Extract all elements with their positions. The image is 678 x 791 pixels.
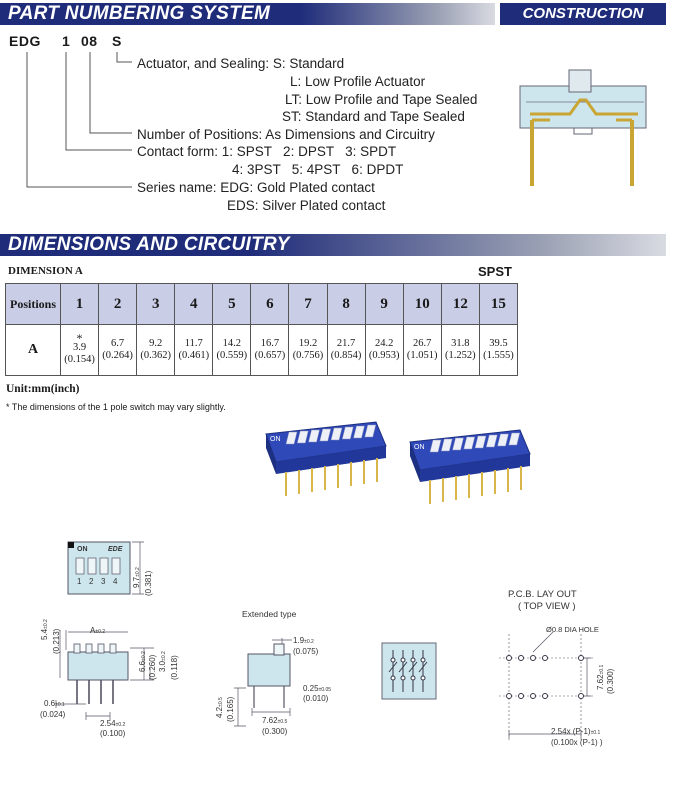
front-dim-06-inch: (0.024) xyxy=(40,710,66,719)
pcb-dim-762-inch: (0.300) xyxy=(606,668,615,694)
value-mm: 19.2 xyxy=(298,338,318,349)
pn-line-standard-tape: ST: Standard and Tape Sealed xyxy=(282,109,465,124)
value-cell xyxy=(441,325,479,376)
dimensions-title: DIMENSIONS AND CIRCUITRY xyxy=(8,234,290,255)
table-header-row xyxy=(6,284,518,325)
dim-19: 1.9 xyxy=(293,636,305,645)
top-view-num-4: 4 xyxy=(113,577,118,586)
front-dim-54-inch: (0.213) xyxy=(52,628,61,654)
dim-06-tol: ±0.1 xyxy=(55,702,65,708)
value-cell xyxy=(479,325,517,376)
dim-value: 9.7 xyxy=(132,576,141,588)
value-inch: (0.559) xyxy=(216,350,248,361)
value-inch: (0.854) xyxy=(330,350,362,361)
ext-dim-42 xyxy=(215,697,224,718)
dim-66-tol: ±0.2 xyxy=(141,651,147,661)
pcb-dim-762 xyxy=(596,665,605,690)
pos-cell: 6 xyxy=(251,284,289,325)
value-mm: 31.8 xyxy=(451,338,470,349)
pos-cell: 12 xyxy=(441,284,479,325)
circuit-diagram xyxy=(381,642,437,700)
value-inch: (0.461) xyxy=(178,350,210,361)
value-inch: (1.252) xyxy=(445,350,476,361)
top-view-dim xyxy=(132,567,141,588)
dip-switch-photo-left xyxy=(258,412,398,502)
pos-cell: 3 xyxy=(137,284,175,325)
ext-dim-025 xyxy=(303,684,331,693)
top-view-brand: EDE xyxy=(108,546,123,553)
top-view-on: ON xyxy=(77,546,88,553)
dim-54-tol: ±0.2 xyxy=(43,619,49,629)
unit-label: Unit:mm(inch) xyxy=(6,383,80,395)
pn-line-series: Series name: EDG: Gold Plated contact xyxy=(137,180,375,195)
dim-a: A xyxy=(90,626,96,635)
front-dim-a xyxy=(90,626,105,635)
photo-right-on-label: ON xyxy=(414,444,425,451)
ext-dim-762 xyxy=(262,716,287,725)
value-mm: 39.5 xyxy=(489,338,508,349)
code-sealing: S xyxy=(112,33,122,49)
pcb-pitch xyxy=(551,727,600,736)
dim-30-tol: ±0.2 xyxy=(161,651,167,661)
pn-line-positions: Number of Positions: As Dimensions and Circuitry xyxy=(137,127,435,142)
construction-drawing xyxy=(512,58,662,198)
pn-line-low-profile: L: Low Profile Actuator xyxy=(290,74,426,89)
pcb-hole-label: Ø0.8 DIA HOLE xyxy=(546,625,599,634)
ext-dim-42-inch: (0.165) xyxy=(226,696,235,722)
pcb-pitch-inch: (0.100x (P-1) ) xyxy=(551,738,603,747)
pcb-dim-762-tol: ±0.1 xyxy=(599,664,605,675)
value-mm: 9.2 xyxy=(149,338,163,349)
dim-42: 4.2 xyxy=(215,706,224,718)
dim-a-tol: ±0.2 xyxy=(95,629,106,635)
pn-line-contact-form: Contact form: 1: SPST 2: DPST 3: SPDT xyxy=(137,144,397,159)
value-inch: (0.657) xyxy=(254,350,286,361)
pos-cell: 10 xyxy=(403,284,441,325)
row-label-a: A xyxy=(6,325,61,376)
top-view-num-1: 1 xyxy=(77,577,82,586)
part-numbering-title: PART NUMBERING SYSTEM xyxy=(8,3,271,24)
front-dim-54 xyxy=(40,619,49,640)
dim-762: 7.62 xyxy=(262,716,278,725)
value-mm: 16.7 xyxy=(260,338,280,349)
value-mm: 14.2 xyxy=(222,338,242,349)
pos-cell: 7 xyxy=(289,284,327,325)
front-dim-254 xyxy=(100,719,125,728)
positions-header: Positions xyxy=(6,284,61,325)
front-dim-30-inch: (0.118) xyxy=(170,655,179,680)
front-dim-66-inch: (0.260) xyxy=(148,654,157,680)
value-mm: 6.7 xyxy=(111,338,125,349)
value-cell xyxy=(365,325,403,376)
pn-line-series-2: EDS: Silver Plated contact xyxy=(227,198,386,213)
value-cell xyxy=(403,325,441,376)
pos-cell: 1 xyxy=(61,284,99,325)
value-cell xyxy=(137,325,175,376)
pos-cell: 9 xyxy=(365,284,403,325)
value-cell xyxy=(289,325,327,376)
ext-dim-762-inch: (0.300) xyxy=(262,727,288,736)
value-cell xyxy=(251,325,289,376)
dimension-a-label: DIMENSION A xyxy=(8,265,83,277)
value-inch: (0.953) xyxy=(368,350,400,361)
value-mm: 11.7 xyxy=(184,338,203,349)
dim-30: 3.0 xyxy=(158,660,167,672)
value-cell xyxy=(213,325,251,376)
value-mm: 24.2 xyxy=(374,338,394,349)
value-inch: (1.051) xyxy=(406,350,438,361)
pos-cell: 8 xyxy=(327,284,365,325)
value-inch: (0.756) xyxy=(292,350,324,361)
pcb-title: P.C.B. LAY OUT xyxy=(508,589,577,600)
pn-line-actuator: Actuator, and Sealing: S: Standard xyxy=(137,56,345,71)
dim-254-tol: ±0.2 xyxy=(115,722,126,728)
pcb-pitch-val: 2.54x (P-1) xyxy=(551,727,591,736)
code-series: EDG xyxy=(9,33,41,49)
pn-line-contact-form-2: 4: 3PST 5: 4PST 6: DPDT xyxy=(232,162,404,177)
ext-dim-025-inch: (0.010) xyxy=(303,694,329,703)
dimension-table xyxy=(5,283,518,376)
pos-cell: 5 xyxy=(213,284,251,325)
front-dim-30 xyxy=(158,651,167,672)
value-inch: (0.362) xyxy=(140,350,171,361)
spst-label: SPST xyxy=(478,264,512,279)
code-form: 1 xyxy=(62,33,71,49)
dim-254: 2.54 xyxy=(100,719,116,728)
pos-cell: 4 xyxy=(175,284,213,325)
pos-cell: 2 xyxy=(99,284,137,325)
pcb-pitch-tol: ±0.1 xyxy=(590,730,601,736)
value-inch: (0.154) xyxy=(64,354,95,365)
value-mm: 21.7 xyxy=(336,338,356,349)
footnote: * The dimensions of the 1 pole switch may vary slightly. xyxy=(6,402,226,412)
pn-line-low-profile-tape: LT: Low Profile and Tape Sealed xyxy=(285,92,478,107)
code-positions: 08 xyxy=(81,33,98,49)
value-inch: (0.264) xyxy=(102,350,133,361)
value-mm: 3.9 xyxy=(72,342,87,353)
extended-type-label: Extended type xyxy=(242,609,297,619)
value-inch: (1.555) xyxy=(483,350,514,361)
front-dim-66 xyxy=(138,651,147,672)
dim-42-tol: ±0.5 xyxy=(218,697,224,707)
value-cell xyxy=(99,325,137,376)
top-view-dim-inch: (0.381) xyxy=(144,570,153,596)
dim-762-tol: ±0.5 xyxy=(277,719,288,725)
dim-tol: ±0.2 xyxy=(135,567,141,577)
pcb-dim-762-val: 7.62 xyxy=(596,674,605,690)
dim-19-tol: ±0.2 xyxy=(304,639,314,645)
value-cell xyxy=(61,325,99,376)
construction-title: CONSTRUCTION xyxy=(500,3,666,25)
pos-cell: 15 xyxy=(479,284,517,325)
dim-66: 6.6 xyxy=(138,660,147,672)
value-cell xyxy=(175,325,213,376)
dim-54: 5.4 xyxy=(40,628,49,640)
value-mm: 26.7 xyxy=(413,338,432,349)
front-dim-06 xyxy=(44,699,65,708)
part-code-connector-lines xyxy=(0,0,140,200)
dip-switch-photo-right xyxy=(402,420,542,510)
top-view-num-2: 2 xyxy=(89,577,94,586)
star-mark: * xyxy=(76,331,83,345)
dim-025: 0.25 xyxy=(303,684,319,693)
value-cell xyxy=(327,325,365,376)
dim-025-tol: ±0.05 xyxy=(318,687,332,693)
ext-dim-19-inch: (0.075) xyxy=(293,647,319,656)
pcb-subtitle: ( TOP VIEW ) xyxy=(518,601,576,612)
ext-dim-19 xyxy=(293,636,314,645)
table-value-row xyxy=(6,325,518,376)
top-view-num-3: 3 xyxy=(101,577,106,586)
front-dim-254-inch: (0.100) xyxy=(100,729,126,738)
photo-left-on-label: ON xyxy=(270,436,281,443)
dim-06: 0.6 xyxy=(44,699,56,708)
